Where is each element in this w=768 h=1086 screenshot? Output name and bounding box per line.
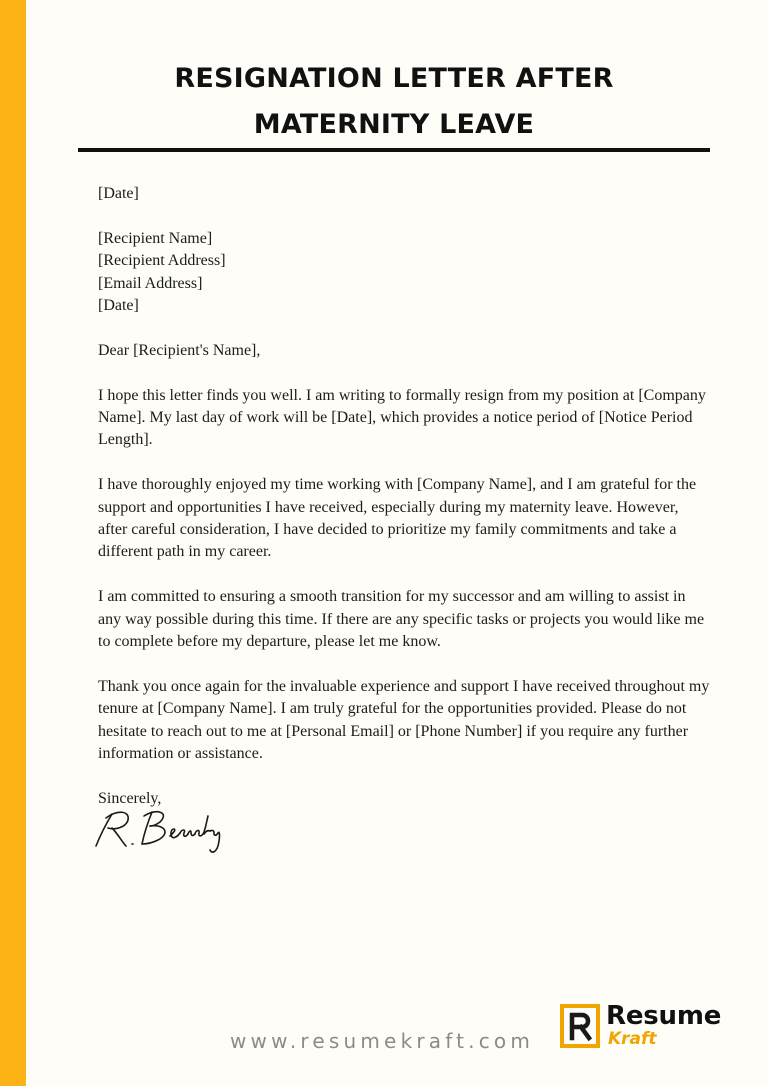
paragraph: I have thoroughly enjoyed my time working with [Company Name], and I am grateful for the support and opportunities I have received, especially during my maternity leave. However, after careful consideration, I have decided to prioritize my family commitments and take a different path in my career. (98, 476, 697, 561)
title-line-2: MATERNITY LEAVE (253, 109, 535, 140)
recipient-date: [Date] (98, 297, 139, 315)
logo-word-resume: Resume (606, 1001, 722, 1031)
paragraph: I hope this letter finds you well. I am writing to formally resign from my position at [Company Name]. My last day of work will be [Date], which provides a notice period of [Notice Period Length]. (98, 386, 706, 449)
recipient-name: [Recipient Name] (98, 229, 213, 247)
website-url: www.resumekraft.com (230, 1029, 535, 1053)
letter-body (98, 183, 710, 833)
closing: Sincerely, (98, 789, 162, 807)
signature-image (86, 796, 236, 858)
paragraph: I am committed to ensuring a smooth transition for my successor and am willing to assist in any way possible during this time. If there are any specific tasks or projects you would like me to complete before my departure, please let me know. (98, 588, 705, 651)
recipient-email: [Email Address] (98, 274, 203, 292)
accent-side-bar (0, 0, 26, 1086)
letter-date: [Date] (98, 185, 139, 202)
logo-r-icon (560, 1004, 600, 1048)
title-divider (78, 148, 710, 152)
recipient-address: [Recipient Address] (98, 252, 226, 270)
resumekraft-logo (558, 1000, 728, 1054)
page-title (80, 56, 708, 148)
recipient-block (98, 228, 710, 318)
salutation: Dear [Recipient's Name], (98, 341, 261, 359)
paragraph: Thank you once again for the invaluable experience and support I have received throughout my tenure at [Company Name]. I am truly grateful for the opportunities provided. Please do not hesitate to reach out to me at [Personal Email] or [Phone Number] if you require any further information or assistance. (98, 677, 710, 763)
title-line-1: RESIGNATION LETTER AFTER (174, 63, 614, 94)
logo-word-kraft: Kraft (608, 1029, 657, 1049)
